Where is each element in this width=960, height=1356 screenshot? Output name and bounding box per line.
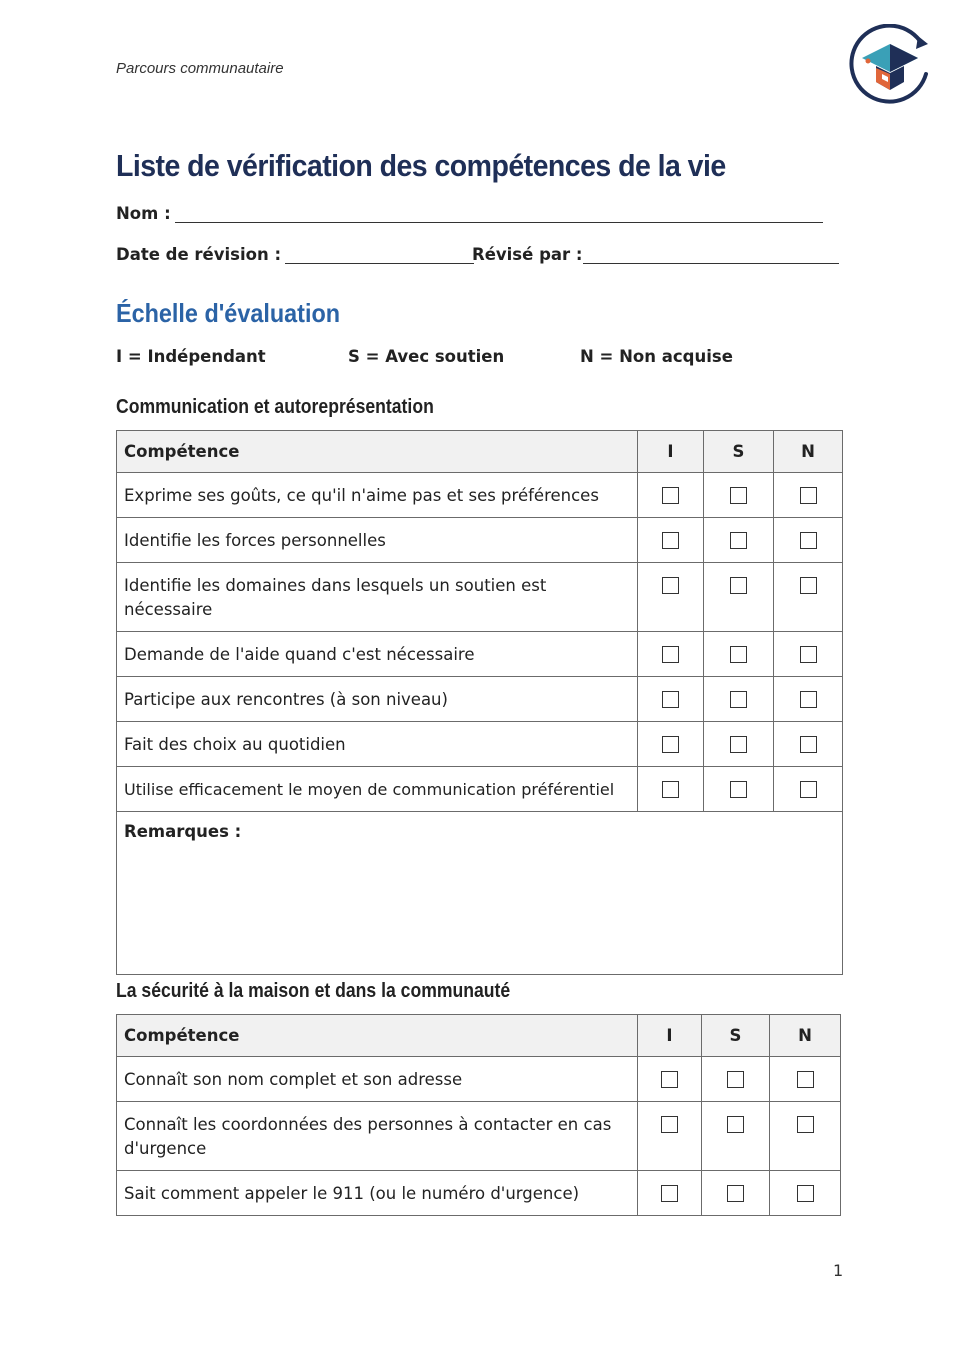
header-skill: Compétence — [117, 431, 638, 473]
table-row — [117, 473, 843, 518]
table-row — [117, 767, 843, 812]
name-label: Nom : — [116, 204, 171, 223]
scale-not-acquired: N = Non acquise — [580, 347, 733, 366]
checkbox-i[interactable] — [662, 781, 679, 798]
checkbox-i[interactable] — [662, 646, 679, 663]
scale-independent: I = Indépendant — [116, 347, 266, 366]
checkbox-s[interactable] — [730, 487, 747, 504]
checkbox-n[interactable] — [800, 736, 817, 753]
checkbox-s[interactable] — [730, 691, 747, 708]
skill-text: Identifie les domaines dans lesquels un soutien est nécessaire — [117, 563, 638, 632]
checkbox-s[interactable] — [730, 736, 747, 753]
checkbox-n[interactable] — [800, 781, 817, 798]
section-title-communication: Communication et autoreprésentation — [116, 396, 434, 418]
checkbox-n[interactable] — [797, 1116, 814, 1133]
section-title-safety: La sécurité à la maison et dans la communauté — [116, 980, 511, 1002]
reviewed-by-field — [472, 245, 839, 264]
name-field — [116, 204, 823, 223]
checkbox-s[interactable] — [730, 781, 747, 798]
reviewed-by-label: Révisé par : — [472, 245, 583, 264]
review-date-input-line[interactable] — [285, 246, 474, 264]
checkbox-i[interactable] — [662, 736, 679, 753]
header-not-acquired: N — [770, 1015, 841, 1057]
header-skill: Compétence — [117, 1015, 638, 1057]
checkbox-n[interactable] — [797, 1071, 814, 1088]
checkbox-s[interactable] — [727, 1071, 744, 1088]
checkbox-i[interactable] — [661, 1116, 678, 1133]
name-input-line[interactable] — [175, 205, 823, 223]
checkbox-s[interactable] — [727, 1116, 744, 1133]
skill-text: Fait des choix au quotidien — [117, 722, 638, 767]
page-title: Liste de vérification des compétences de la vie — [116, 148, 726, 183]
page-number: 1 — [833, 1261, 844, 1280]
skill-text: Identifie les forces personnelles — [117, 518, 638, 563]
skill-text: Demande de l'aide quand c'est nécessaire — [117, 632, 638, 677]
scale-title: Échelle d'évaluation — [116, 298, 341, 328]
remarks-row — [117, 812, 843, 975]
checkbox-i[interactable] — [662, 691, 679, 708]
header-support: S — [702, 1015, 770, 1057]
checkbox-n[interactable] — [800, 577, 817, 594]
skill-text: Utilise efficacement le moyen de communication préférentiel — [117, 767, 638, 812]
checkbox-n[interactable] — [800, 532, 817, 549]
table-header-row — [117, 1015, 841, 1057]
checkbox-i[interactable] — [662, 487, 679, 504]
remarks-area[interactable] — [117, 812, 843, 975]
table-row — [117, 677, 843, 722]
skill-text: Participe aux rencontres (à son niveau) — [117, 677, 638, 722]
checkbox-n[interactable] — [800, 487, 817, 504]
skill-text: Exprime ses goûts, ce qu'il n'aime pas et ses préférences — [117, 473, 638, 518]
checkbox-n[interactable] — [800, 646, 817, 663]
checkbox-i[interactable] — [662, 532, 679, 549]
header-independent: I — [638, 431, 704, 473]
skill-text: Connaît les coordonnées des personnes à contacter en cas d'urgence — [117, 1102, 638, 1171]
checkbox-s[interactable] — [730, 532, 747, 549]
communication-skills-table — [116, 430, 843, 975]
checkbox-n[interactable] — [800, 691, 817, 708]
table-header-row — [117, 431, 843, 473]
checkbox-s[interactable] — [730, 646, 747, 663]
checkbox-i[interactable] — [661, 1185, 678, 1202]
table-row — [117, 563, 843, 632]
table-row — [117, 1057, 841, 1102]
graduation-cap-circle-logo — [848, 24, 932, 108]
reviewed-by-input-line[interactable] — [583, 246, 839, 264]
header-not-acquired: N — [774, 431, 843, 473]
checkbox-s[interactable] — [727, 1185, 744, 1202]
table-row — [117, 722, 843, 767]
table-row — [117, 518, 843, 563]
safety-skills-table — [116, 1014, 841, 1216]
skill-text: Sait comment appeler le 911 (ou le numéro d'urgence) — [117, 1171, 638, 1216]
header-independent: I — [638, 1015, 702, 1057]
checkbox-s[interactable] — [730, 577, 747, 594]
checkbox-i[interactable] — [661, 1071, 678, 1088]
header-support: S — [704, 431, 774, 473]
table-row — [117, 1171, 841, 1216]
table-row — [117, 1102, 841, 1171]
checkbox-n[interactable] — [797, 1185, 814, 1202]
checkbox-i[interactable] — [662, 577, 679, 594]
scale-with-support: S = Avec soutien — [348, 347, 505, 366]
running-header: Parcours communautaire — [116, 60, 284, 77]
table-row — [117, 632, 843, 677]
review-date-field — [116, 245, 474, 264]
remarks-label: Remarques : — [124, 822, 242, 841]
skill-text: Connaît son nom complet et son adresse — [117, 1057, 638, 1102]
review-date-label: Date de révision : — [116, 245, 282, 264]
